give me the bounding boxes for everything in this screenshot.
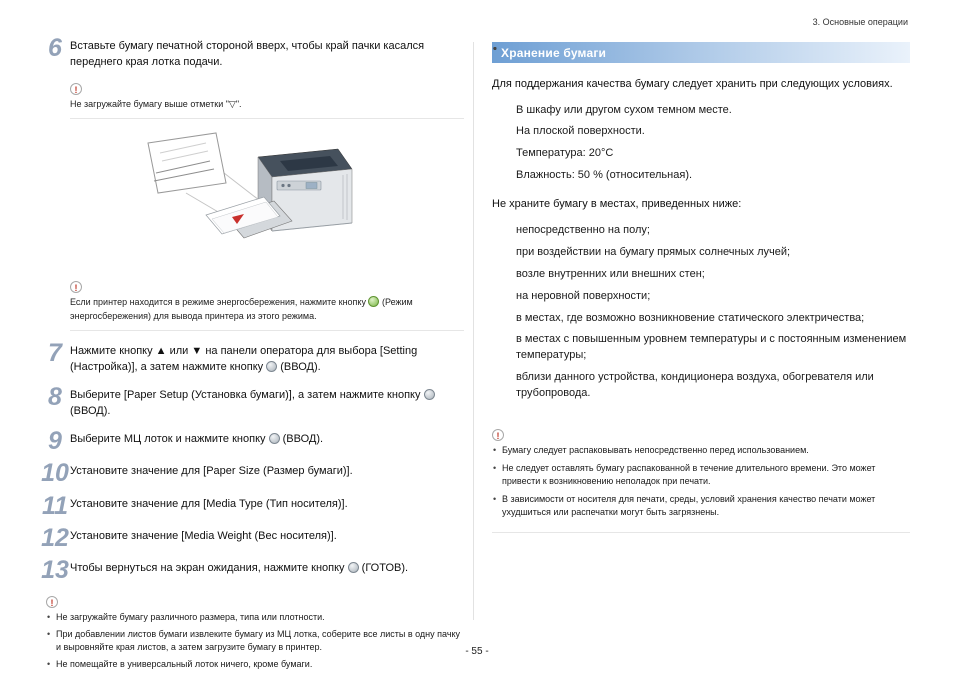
step-number: 6 (48, 34, 62, 62)
list-item: • на неровной поверхности; (504, 289, 910, 305)
step-text (70, 429, 323, 448)
note-list-item: • Не помещайте в универсальный лоток ничего, кроме бумаги. (46, 658, 464, 672)
storage-conditions-list (504, 103, 910, 185)
step-text (70, 385, 464, 420)
note-list-item: • При добавлении листов бумаги извлеките бумагу из МЦ лотка, соберите все листы в одну пачку и выровняйте края листов, а затем загрузите бумагу в принтер. (46, 628, 464, 655)
note-text-part: Если принтер находится в режиме энергосбережения, нажмите кнопку (70, 297, 369, 308)
step-number: 9 (48, 427, 62, 456)
list-item: • Влажность: 50 % (относительная). (504, 168, 910, 184)
step-text-part: (ГОТОВ). (358, 562, 409, 575)
avoid-locations-list (504, 223, 910, 402)
step-text (70, 341, 464, 376)
step-text-part: Выберите МЦ лоток и нажмите кнопку (70, 433, 269, 446)
step-number: 13 (41, 556, 69, 585)
step-text (70, 558, 408, 577)
note-list-item: • Не загружайте бумагу различного размера, типа или плотности. (46, 611, 464, 625)
step-10 (40, 459, 464, 488)
chapter-header: 3. Основные операции (812, 17, 908, 27)
printer-illustration (140, 129, 364, 274)
step-number: 8 (48, 383, 62, 412)
avoid-intro: Не храните бумагу в местах, приведенных ниже: (492, 198, 742, 211)
list-item: • вблизи данного устройства, кондиционера воздуха, обогревателя или трубопровода. (504, 370, 910, 402)
list-item: • Температура: 20°C (504, 146, 910, 162)
note-icon: ! (46, 596, 58, 608)
note-icon: ! (492, 429, 504, 441)
note-icon: ! (70, 281, 82, 293)
list-item: • возле внутренних или внешних стен; (504, 267, 910, 283)
list-item: • На плоской поверхности. (504, 124, 910, 140)
right-column (492, 42, 910, 533)
step-number: 11 (42, 491, 68, 520)
step-9 (40, 427, 464, 456)
step-text: Установите значение [Media Weight (Вес носителя)]. (70, 529, 337, 542)
list-item: • В шкафу или другом сухом темном месте. (504, 103, 910, 119)
note-list-item: • Не следует оставлять бумагу распакованной в течение длительного времени. Это может привести к возникновению неполадок при печати. (492, 462, 910, 489)
step-8 (40, 385, 464, 420)
power-save-button-icon (368, 296, 379, 307)
list-item: • непосредственно на полу; (504, 223, 910, 239)
step-text-part: Выберите [Paper Setup (Установка бумаги)], а затем нажмите кнопку (70, 389, 424, 402)
step-text-part: Чтобы вернуться на экран ожидания, нажмите кнопку (70, 562, 348, 575)
storage-intro: Для поддержания качества бумагу следует хранить при следующих условиях. (492, 78, 893, 90)
left-column (40, 36, 464, 675)
enter-button-icon (269, 433, 280, 444)
step-12 (40, 523, 464, 552)
step-number: 10 (41, 459, 69, 488)
note-text-part: (Режим энергосбережения) для вывода принтера из этого режима. (70, 297, 413, 321)
section-title: Хранение бумаги (501, 45, 607, 60)
note-block-max-level (70, 80, 464, 120)
enter-button-icon (266, 361, 277, 372)
list-item: • в местах с повышенным уровнем температуры и с постоянным изменением температуры; (504, 332, 910, 364)
step-text-part: (ВВОД). (279, 433, 324, 446)
section-header-bar (492, 42, 910, 63)
page-number: - 55 - (465, 646, 489, 657)
step-text: Установите значение для [Media Type (Тип носителя)]. (70, 497, 348, 510)
note-block-loading-rules (46, 593, 464, 675)
note-text (70, 296, 464, 323)
note-block-storage (492, 426, 910, 533)
step-text-part: (ВВОД). (70, 405, 111, 418)
note-block-power-save (70, 278, 464, 331)
note-list-item: • Бумагу следует распаковывать непосредственно перед использованием. (492, 444, 910, 458)
step-text: Вставьте бумагу печатной стороной вверх, чтобы край пачки касался переднего края лотка подачи. (70, 40, 425, 68)
printer-figure-svg (140, 129, 364, 269)
step-number: 12 (41, 523, 69, 552)
step-11 (40, 491, 464, 520)
note-icon: ! (70, 83, 82, 95)
step-text-part: (ВВОД). (277, 361, 321, 374)
step-6 (40, 36, 464, 71)
list-item: • при воздействии на бумагу прямых солнечных лучей; (504, 245, 910, 261)
step-number: 7 (48, 339, 62, 368)
note-text: Не загружайте бумагу выше отметки "▽". (70, 98, 242, 109)
step-7 (40, 341, 464, 376)
step-text: Установите значение для [Paper Size (Размер бумаги)]. (70, 465, 353, 478)
step-13 (40, 556, 464, 585)
enter-button-icon (424, 389, 435, 400)
list-item: • в местах, где возможно возникновение статического электричества; (504, 311, 910, 327)
note-list-item: • В зависимости от носителя для печати, среды, условий хранения качество печати может ухудшиться или распечатки могут быть загрязнены. (492, 493, 910, 520)
column-divider (473, 42, 474, 620)
step-text-part: Нажмите кнопку ▲ или ▼ на панели оператора для выбора [Setting (Настройка)], а затем нажмите кнопку (70, 345, 418, 374)
ready-button-icon (348, 562, 359, 573)
